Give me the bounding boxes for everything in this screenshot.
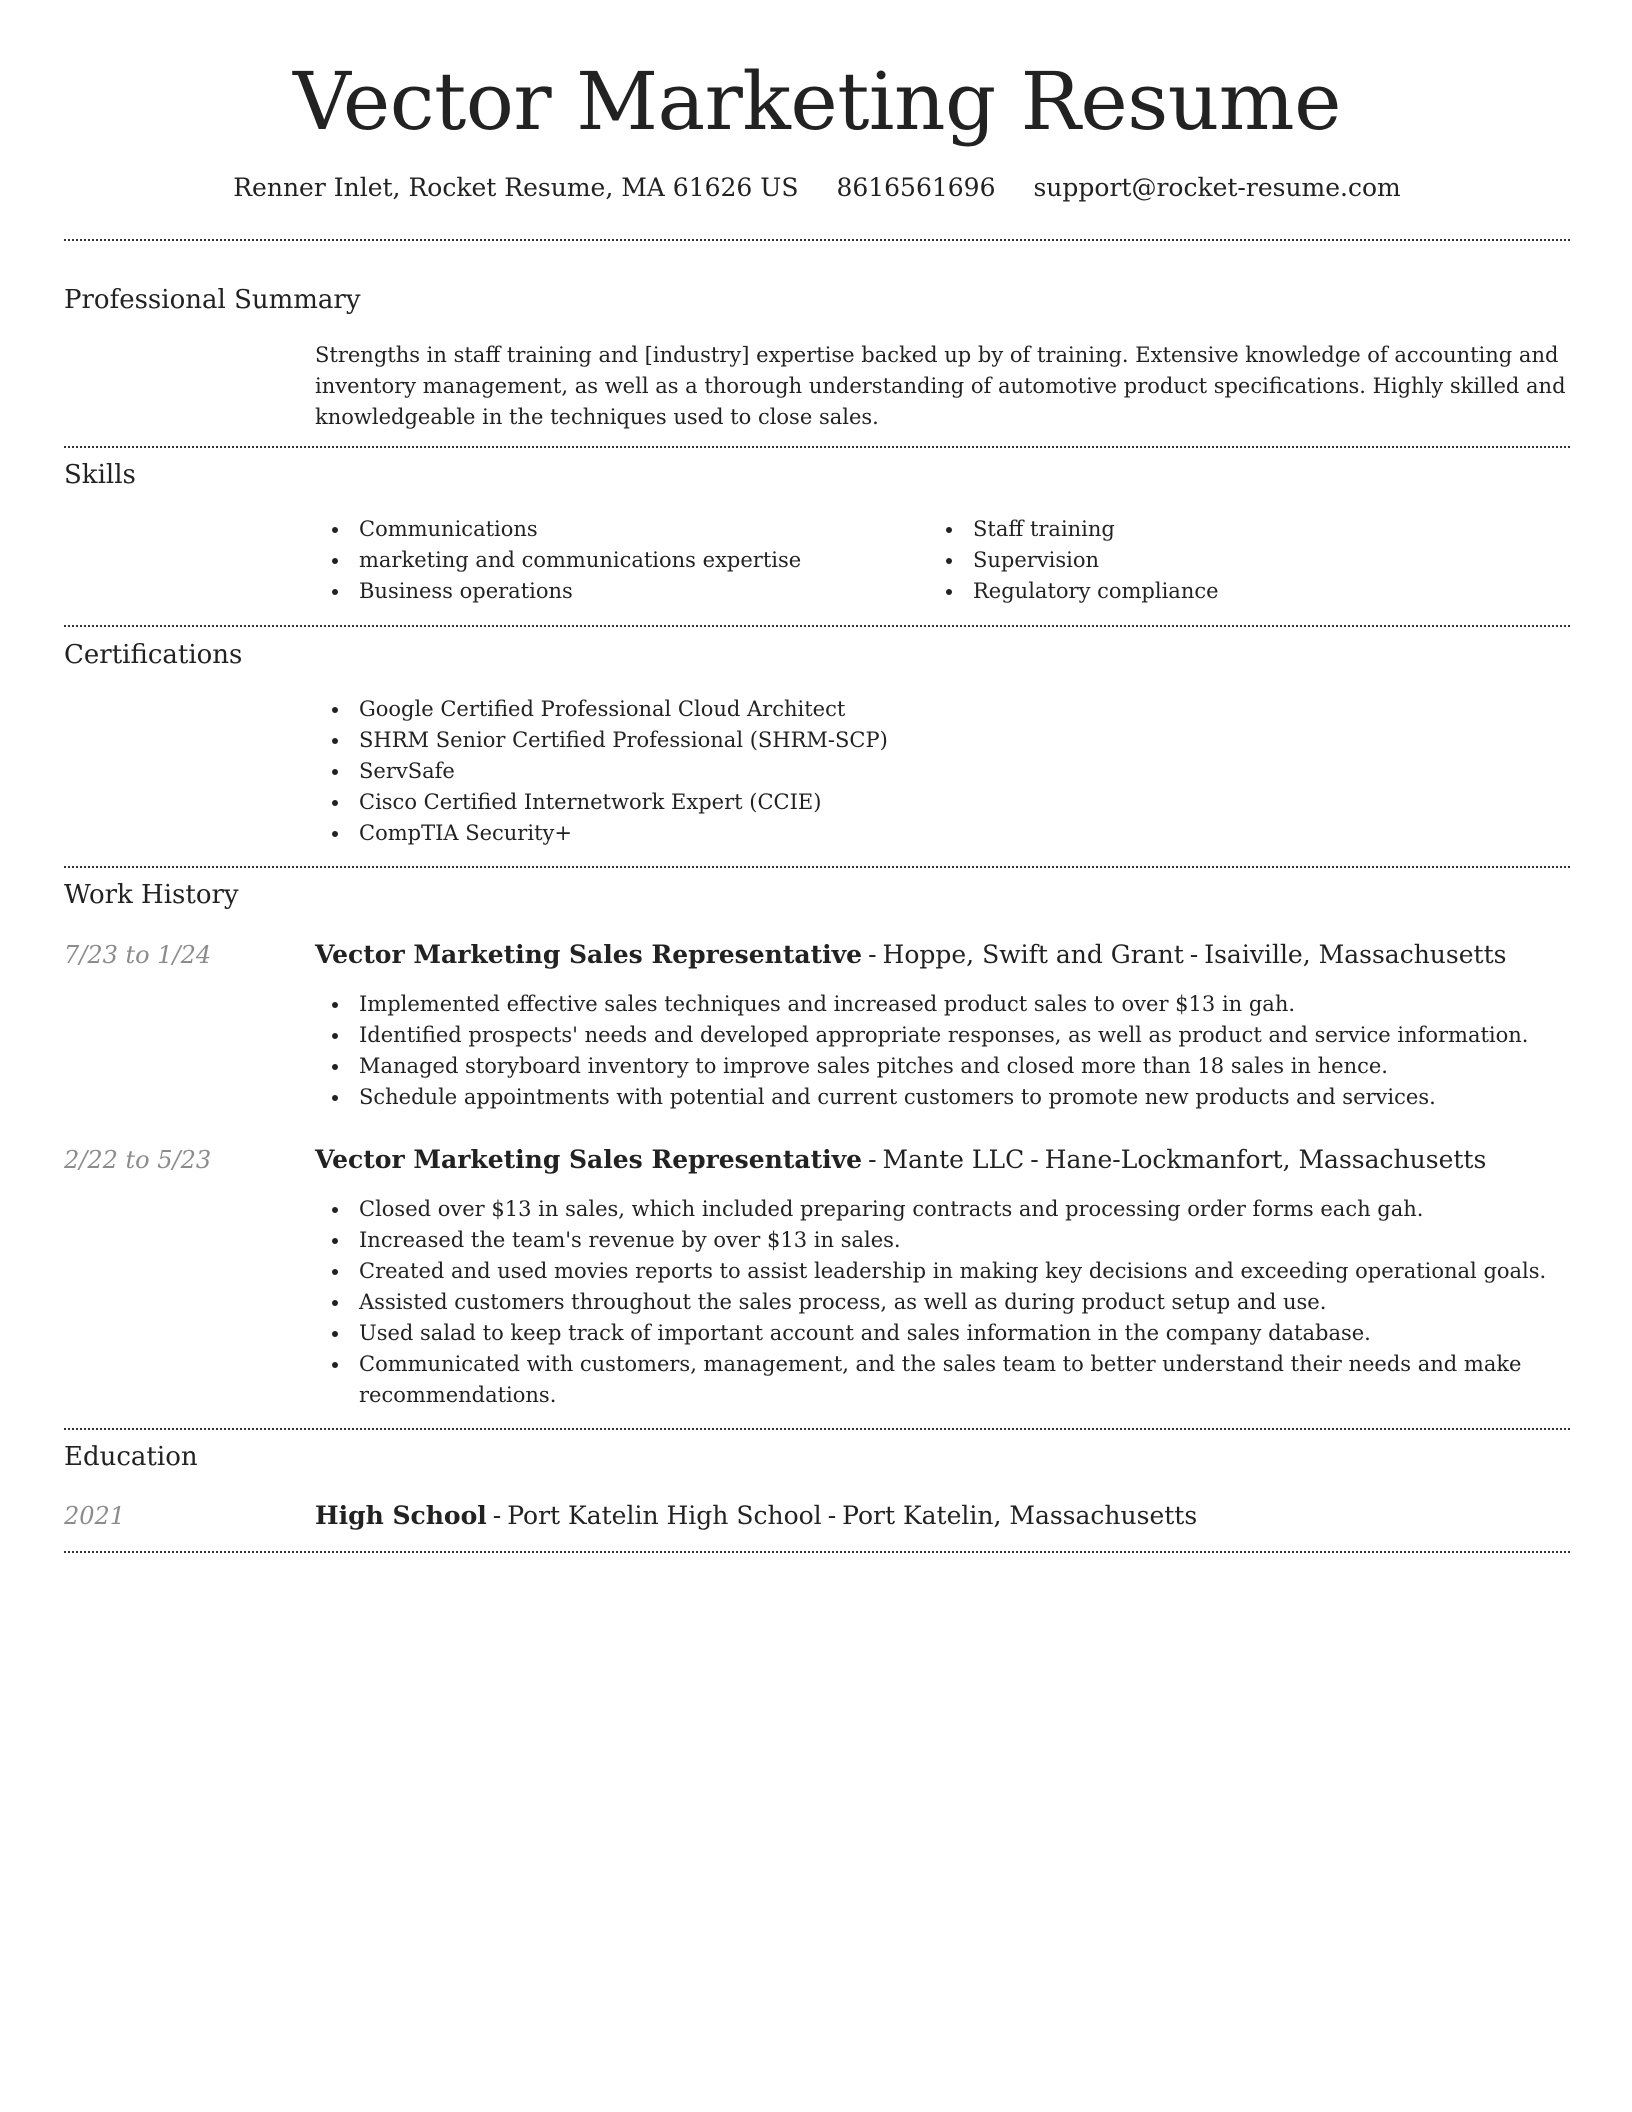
contact-address: Renner Inlet, Rocket Resume, MA 61626 US [233,173,799,202]
job-bullet: Created and used movies reports to assist leadership in making key decisions and exceeding operational goals. [315,1256,1570,1287]
certification-item: Cisco Certified Internetwork Expert (CCIE) [315,787,1570,818]
education-heading: High School - Port Katelin High School - Port Katelin, Massachusetts [315,1501,1198,1530]
summary-text: Strengths in staff training and [industry] expertise backed up by of training. Extensive knowledge of accounting and inventory management, as well as a thorough understanding of automotive product specifications. Highly skilled and knowledgeable in the techniques used to close sales. [315,343,1566,429]
skills-list-left [315,514,875,607]
divider [64,866,1570,868]
job-dates: 2/22 to 5/23 [64,1146,212,1174]
job-entry [315,1143,1570,1411]
section-heading-skills: Skills [64,460,136,490]
divider [64,1551,1570,1553]
skill-item: Regulatory compliance [929,576,1489,607]
education-degree: High School [315,1501,487,1530]
certification-item: Google Certified Professional Cloud Architect [315,694,1570,725]
divider [64,625,1570,627]
section-heading-summary: Professional Summary [64,285,361,315]
skills-list-right [929,514,1489,607]
job-bullet: Used salad to keep track of important account and sales information in the company database. [315,1318,1570,1349]
skill-item: Business operations [315,576,875,607]
job-entry [315,938,1570,1113]
job-bullets [315,989,1570,1113]
certification-item: SHRM Senior Certified Professional (SHRM-SCP) [315,725,1570,756]
job-role: Vector Marketing Sales Representative [315,1145,863,1174]
contact-email: support@rocket-resume.com [1033,173,1401,202]
job-location: Isaiville, Massachusetts [1204,940,1507,969]
job-location: Hane-Lockmanfort, Massachusetts [1044,1145,1487,1174]
skill-item: Staff training [929,514,1489,545]
job-bullet: Increased the team's revenue by over $13 in sales. [315,1225,1570,1256]
certifications-list [315,694,1570,849]
certification-item: CompTIA Security+ [315,818,1570,849]
resume-title: Vector Marketing Resume [293,55,1341,148]
job-dates: 7/23 to 1/24 [64,941,212,969]
job-bullet: Communicated with customers, management, and the sales team to better understand their needs and make recommendations. [315,1349,1570,1411]
section-heading-education: Education [64,1442,198,1472]
education-entry [315,1499,1570,1533]
job-company: Mante LLC [882,1145,1025,1174]
education-school: Port Katelin High School [507,1501,822,1530]
skill-item: Supervision [929,545,1489,576]
section-heading-work-history: Work History [64,880,239,910]
skill-item: Communications [315,514,875,545]
job-company: Hoppe, Swift and Grant [882,940,1184,969]
job-bullet: Assisted customers throughout the sales process, as well as during product setup and use. [315,1287,1570,1318]
job-bullet: Schedule appointments with potential and current customers to promote new products and services. [315,1082,1570,1113]
section-heading-certifications: Certifications [64,640,243,670]
contact-phone: 8616561696 [836,173,996,202]
job-bullet: Identified prospects' needs and developed appropriate responses, as well as product and service information. [315,1020,1570,1051]
contact-line [64,170,1570,206]
certifications-block [315,694,1570,849]
certification-item: ServSafe [315,756,1570,787]
skill-item: marketing and communications expertise [315,545,875,576]
education-year: 2021 [64,1502,126,1530]
job-bullet: Managed storyboard inventory to improve sales pitches and closed more than 18 sales in hence. [315,1051,1570,1082]
divider [64,239,1570,241]
education-location: Port Katelin, Massachusetts [842,1501,1198,1530]
job-heading: Vector Marketing Sales Representative - Hoppe, Swift and Grant - Isaiville, Massachusetts [315,940,1507,969]
job-role: Vector Marketing Sales Representative [315,940,863,969]
divider [64,446,1570,448]
job-bullets [315,1194,1570,1411]
divider [64,1428,1570,1430]
job-bullet: Closed over $13 in sales, which included preparing contracts and processing order forms each gah. [315,1194,1570,1225]
summary-block [315,340,1570,433]
job-bullet: Implemented effective sales techniques and increased product sales to over $13 in gah. [315,989,1570,1020]
job-heading: Vector Marketing Sales Representative - Mante LLC - Hane-Lockmanfort, Massachusetts [315,1145,1487,1174]
skills-block [315,514,1570,610]
